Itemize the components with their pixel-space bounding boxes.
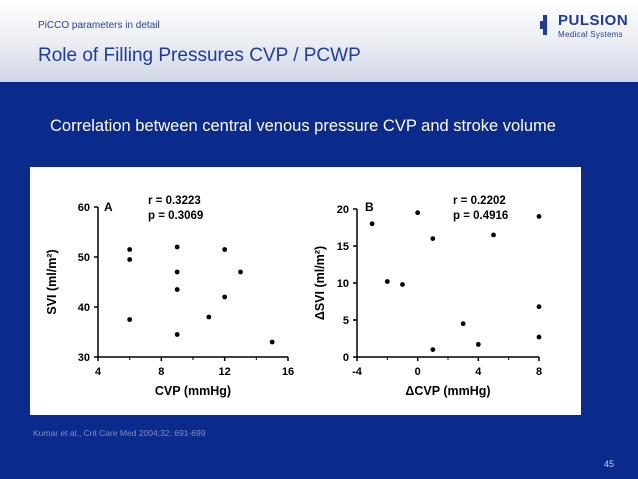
- data-point: [537, 335, 542, 340]
- company-logo: [540, 12, 634, 42]
- data-point: [127, 257, 132, 262]
- x-tick-label: 8: [535, 366, 543, 378]
- citation: Kumar et al., Crit Care Med 2004;32: 691-699: [33, 428, 206, 438]
- x-axis-label: CVP (mmHg): [154, 384, 232, 398]
- x-tick-label: -4: [352, 366, 362, 378]
- x-tick-label: 4: [475, 366, 482, 378]
- data-point: [461, 321, 466, 326]
- data-point: [175, 245, 180, 250]
- slide-header: [0, 0, 638, 82]
- p-value: p = 0.4916: [453, 210, 509, 222]
- x-tick-label: 16: [281, 366, 295, 378]
- y-tick-label: 5: [342, 315, 349, 327]
- y-tick-label: 30: [77, 352, 90, 364]
- x-tick-label: 12: [218, 366, 231, 378]
- logo-tagline: Medical Systems: [558, 30, 623, 39]
- data-point: [491, 233, 496, 238]
- chart-panel: [30, 167, 581, 415]
- y-tick-label: 20: [336, 204, 349, 216]
- x-tick-label: 0: [414, 366, 421, 378]
- correlation-r: r = 0.2202: [453, 195, 506, 207]
- data-point: [415, 210, 420, 215]
- panel-letter: B: [365, 200, 374, 214]
- data-point: [400, 282, 405, 287]
- data-point: [127, 317, 132, 322]
- data-point: [385, 279, 390, 284]
- data-point: [175, 332, 180, 337]
- section-label: PiCCO parameters in detail: [38, 20, 160, 31]
- data-point: [270, 340, 275, 345]
- data-point: [175, 287, 180, 292]
- logo-icon: [540, 15, 548, 35]
- y-tick-label: 10: [336, 278, 349, 290]
- y-tick-label: 40: [77, 302, 90, 314]
- x-axis-label: ΔCVP (mmHg): [405, 384, 491, 398]
- data-point: [175, 270, 180, 275]
- data-point: [222, 295, 227, 300]
- logo-name: PULSION: [558, 12, 629, 29]
- data-point: [127, 247, 132, 252]
- slide-subtitle: Correlation between central venous pressure CVP and stroke volume: [50, 117, 556, 135]
- panel-letter: A: [104, 200, 113, 214]
- slide-title: Role of Filling Pressures CVP / PCWP: [38, 45, 361, 66]
- y-tick-label: 50: [77, 252, 90, 264]
- data-point: [430, 347, 435, 352]
- x-tick-label: 4: [94, 366, 102, 378]
- data-point: [537, 214, 542, 219]
- correlation-r: r = 0.3223: [148, 195, 201, 207]
- y-tick-label: 15: [336, 241, 349, 253]
- data-point: [238, 270, 243, 275]
- chart-svg: [30, 167, 581, 415]
- x-tick-label: 8: [158, 366, 165, 378]
- y-axis-label: ΔSVI (ml/m²): [313, 245, 327, 321]
- page-number: 45: [604, 459, 615, 469]
- p-value: p = 0.3069: [148, 210, 204, 222]
- y-tick-label: 0: [342, 352, 349, 364]
- y-tick-label: 60: [77, 202, 90, 214]
- data-point: [430, 236, 435, 241]
- y-axis-label: SVI (ml/m²): [45, 249, 59, 315]
- data-point: [476, 342, 481, 347]
- data-point: [537, 304, 542, 309]
- data-point: [206, 315, 211, 320]
- data-point: [222, 247, 227, 252]
- data-point: [370, 221, 375, 226]
